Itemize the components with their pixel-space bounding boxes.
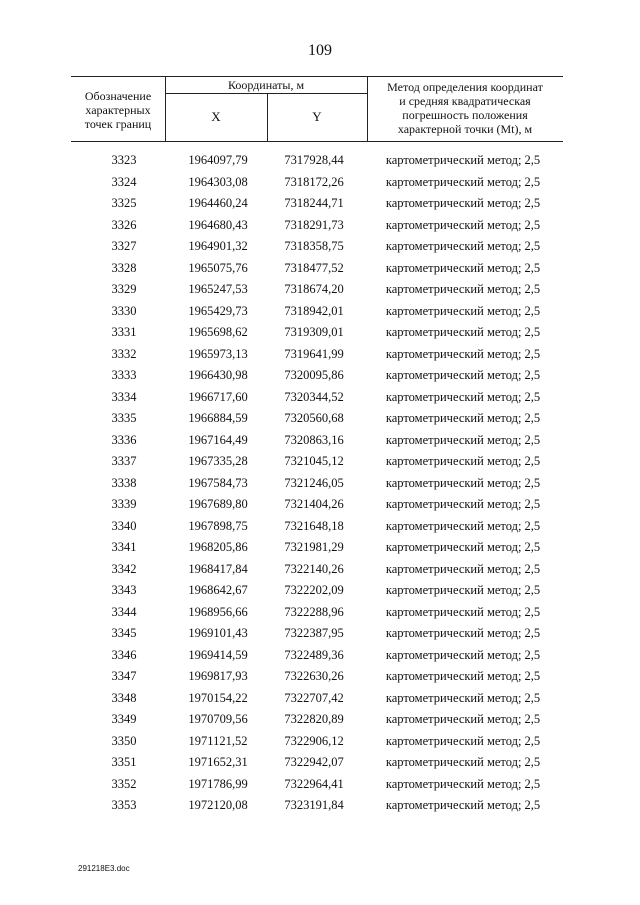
method-cell: картометрический метод; 2,5 (385, 325, 541, 339)
coord-y: 7322820,89 (284, 712, 344, 726)
table-row (0, 408, 640, 430)
point-id: 3343 (111, 583, 137, 597)
method-cell: картометрический метод; 2,5 (385, 561, 541, 576)
coord-x: 1967689,80 (188, 497, 248, 511)
method-cell: картометрический метод; 2,5 (385, 368, 541, 382)
coord-y: 7319309,01 (284, 325, 344, 339)
coord-y: 7320863,16 (284, 432, 344, 447)
table-row (0, 172, 640, 194)
coord-y: 7318244,71 (284, 196, 344, 210)
point-id: 3332 (111, 346, 137, 361)
method-cell: картометрический метод; 2,5 (385, 217, 541, 232)
table-body (0, 150, 640, 817)
table-row (0, 344, 640, 366)
coord-y: 7318942,01 (284, 303, 344, 318)
point-id: 3342 (111, 561, 137, 576)
coord-x: 1964303,08 (188, 174, 248, 189)
table-row (0, 430, 640, 452)
coord-x: 1966430,98 (188, 368, 248, 382)
table-row (0, 215, 640, 237)
header-line: погрешность положения (402, 108, 528, 122)
table-row (0, 688, 640, 710)
point-id: 3334 (111, 389, 137, 404)
coord-y: 7318674,20 (284, 282, 344, 296)
method-cell: картометрический метод; 2,5 (385, 260, 541, 275)
method-cell: картометрический метод; 2,5 (385, 239, 541, 253)
coord-x: 1968205,86 (188, 540, 248, 554)
coord-x: 1970709,56 (188, 712, 248, 726)
table-row (0, 795, 640, 817)
method-cell: картометрический метод; 2,5 (385, 712, 541, 726)
header-x: X (211, 109, 221, 124)
point-id: 3349 (111, 712, 137, 726)
point-id: 3341 (111, 540, 137, 554)
table-row (0, 301, 640, 323)
coord-x: 1964901,32 (188, 239, 248, 253)
point-id: 3328 (111, 260, 137, 275)
point-id: 3347 (111, 669, 137, 683)
method-cell: картометрический метод; 2,5 (385, 153, 541, 167)
footer-filename: 291218E3.doc (78, 864, 130, 873)
coord-x: 1965698,62 (188, 325, 248, 339)
table-row (0, 709, 640, 731)
coord-x: 1968417,84 (188, 561, 248, 576)
coord-x: 1972120,08 (188, 798, 248, 812)
table-row (0, 645, 640, 667)
method-cell: картометрический метод; 2,5 (385, 776, 541, 791)
coord-x: 1971786,99 (188, 776, 248, 791)
coord-y: 7321981,29 (284, 540, 344, 554)
method-cell: картометрический метод; 2,5 (385, 518, 541, 533)
table-row (0, 150, 640, 172)
method-cell: картометрический метод; 2,5 (385, 389, 541, 404)
point-id: 3324 (111, 174, 137, 189)
table-row (0, 623, 640, 645)
header-y: Y (312, 109, 322, 124)
method-cell: картометрический метод; 2,5 (385, 798, 541, 812)
table-row (0, 279, 640, 301)
table-row (0, 473, 640, 495)
header-divider (165, 93, 367, 94)
header-line: характерных (85, 103, 151, 117)
point-id: 3323 (111, 153, 137, 167)
method-cell: картометрический метод; 2,5 (385, 432, 541, 447)
coord-y: 7318358,75 (284, 239, 344, 253)
point-id: 3351 (111, 755, 137, 769)
coord-y: 7321648,18 (284, 518, 344, 533)
table-row (0, 258, 640, 280)
coord-y: 7322707,42 (284, 690, 344, 705)
coord-y: 7322387,95 (284, 626, 344, 640)
table-row (0, 752, 640, 774)
table-row (0, 559, 640, 581)
method-cell: картометрический метод; 2,5 (385, 583, 541, 597)
method-cell: картометрический метод; 2,5 (385, 346, 541, 361)
coord-x: 1969101,43 (188, 626, 248, 640)
point-id: 3339 (111, 497, 137, 511)
header-line: Обозначение (84, 89, 152, 103)
coord-x: 1968956,66 (188, 604, 248, 619)
table-row (0, 322, 640, 344)
table-row (0, 494, 640, 516)
coord-y: 7323191,84 (284, 798, 344, 812)
header-line: и средняя квадратическая (399, 94, 531, 108)
table-row (0, 516, 640, 538)
table-row (0, 236, 640, 258)
method-cell: картометрический метод; 2,5 (385, 733, 541, 748)
point-id: 3353 (111, 798, 137, 812)
coord-y: 7322202,09 (284, 583, 344, 597)
method-cell: картометрический метод; 2,5 (385, 626, 541, 640)
point-id: 3333 (111, 368, 137, 382)
method-cell: картометрический метод; 2,5 (385, 690, 541, 705)
header-point-designation (71, 89, 165, 131)
method-cell: картометрический метод; 2,5 (385, 411, 541, 425)
coord-x: 1966717,60 (188, 389, 248, 404)
coord-y: 7322489,36 (284, 647, 344, 662)
method-cell: картометрический метод; 2,5 (385, 282, 541, 296)
coord-y: 7317928,44 (284, 153, 344, 167)
table-row (0, 602, 640, 624)
table-row (0, 451, 640, 473)
table-row (0, 537, 640, 559)
point-id: 3331 (111, 325, 137, 339)
coord-x: 1965429,73 (188, 303, 248, 318)
method-cell: картометрический метод; 2,5 (385, 604, 541, 619)
coord-x: 1969817,93 (188, 669, 248, 683)
header-line: характерной точки (Mt), м (397, 122, 533, 136)
point-id: 3326 (111, 217, 137, 232)
coord-x: 1971652,31 (188, 755, 248, 769)
method-cell: картометрический метод; 2,5 (385, 755, 541, 769)
coord-y: 7318291,73 (284, 217, 344, 232)
point-id: 3336 (111, 432, 137, 447)
coord-y: 7322630,26 (284, 669, 344, 683)
point-id: 3352 (111, 776, 137, 791)
point-id: 3329 (111, 282, 137, 296)
coord-y: 7322964,41 (284, 776, 344, 791)
coord-x: 1970154,22 (188, 690, 248, 705)
coord-y: 7320344,52 (284, 389, 344, 404)
point-id: 3330 (111, 303, 137, 318)
coord-y: 7320095,86 (284, 368, 344, 382)
header-coordinates: Координаты, м (227, 78, 305, 92)
table-row (0, 774, 640, 796)
coord-y: 7318172,26 (284, 174, 344, 189)
method-cell: картометрический метод; 2,5 (385, 454, 541, 468)
coord-x: 1967164,49 (188, 432, 248, 447)
method-cell: картометрический метод; 2,5 (385, 497, 541, 511)
method-cell: картометрический метод; 2,5 (385, 174, 541, 189)
coord-x: 1966884,59 (188, 411, 248, 425)
coord-x: 1964460,24 (188, 196, 248, 210)
table-row (0, 666, 640, 688)
coord-y: 7322288,96 (284, 604, 344, 619)
coord-x: 1965247,53 (188, 282, 248, 296)
method-cell: картометрический метод; 2,5 (385, 303, 541, 318)
coord-x: 1964680,43 (188, 217, 248, 232)
page-number: 109 (308, 42, 332, 59)
table-row (0, 387, 640, 409)
coord-y: 7321246,05 (284, 475, 344, 490)
header-line: Метод определения координат (387, 80, 543, 94)
point-id: 3338 (111, 475, 137, 490)
coord-x: 1969414,59 (188, 647, 248, 662)
point-id: 3344 (111, 604, 137, 619)
coord-y: 7321045,12 (284, 454, 344, 468)
coord-y: 7318477,52 (284, 260, 344, 275)
coord-x: 1968642,67 (188, 583, 248, 597)
point-id: 3345 (111, 626, 137, 640)
method-cell: картометрический метод; 2,5 (385, 196, 541, 210)
coord-y: 7320560,68 (284, 411, 344, 425)
point-id: 3340 (111, 518, 137, 533)
coord-x: 1967584,73 (188, 475, 248, 490)
method-cell: картометрический метод; 2,5 (385, 669, 541, 683)
point-id: 3335 (111, 411, 137, 425)
header-method (367, 80, 563, 136)
header-line: точек границ (84, 117, 152, 131)
coord-x: 1967335,28 (188, 454, 248, 468)
point-id: 3327 (111, 239, 137, 253)
table-row (0, 365, 640, 387)
method-cell: картометрический метод; 2,5 (385, 475, 541, 490)
point-id: 3350 (111, 733, 137, 748)
table-header (71, 76, 563, 142)
table-row (0, 193, 640, 215)
table-row (0, 731, 640, 753)
method-cell: картометрический метод; 2,5 (385, 647, 541, 662)
coord-x: 1967898,75 (188, 518, 248, 533)
point-id: 3337 (111, 454, 137, 468)
coord-y: 7322140,26 (284, 561, 344, 576)
coord-y: 7319641,99 (284, 346, 344, 361)
coord-x: 1965973,13 (188, 346, 248, 361)
coord-y: 7322906,12 (284, 733, 344, 748)
method-cell: картометрический метод; 2,5 (385, 540, 541, 554)
point-id: 3325 (111, 196, 137, 210)
coord-x: 1964097,79 (188, 153, 248, 167)
coord-y: 7322942,07 (284, 755, 344, 769)
table-row (0, 580, 640, 602)
point-id: 3346 (111, 647, 137, 662)
coord-y: 7321404,26 (284, 497, 344, 511)
coord-x: 1965075,76 (188, 260, 248, 275)
coord-x: 1971121,52 (188, 733, 248, 748)
point-id: 3348 (111, 690, 137, 705)
